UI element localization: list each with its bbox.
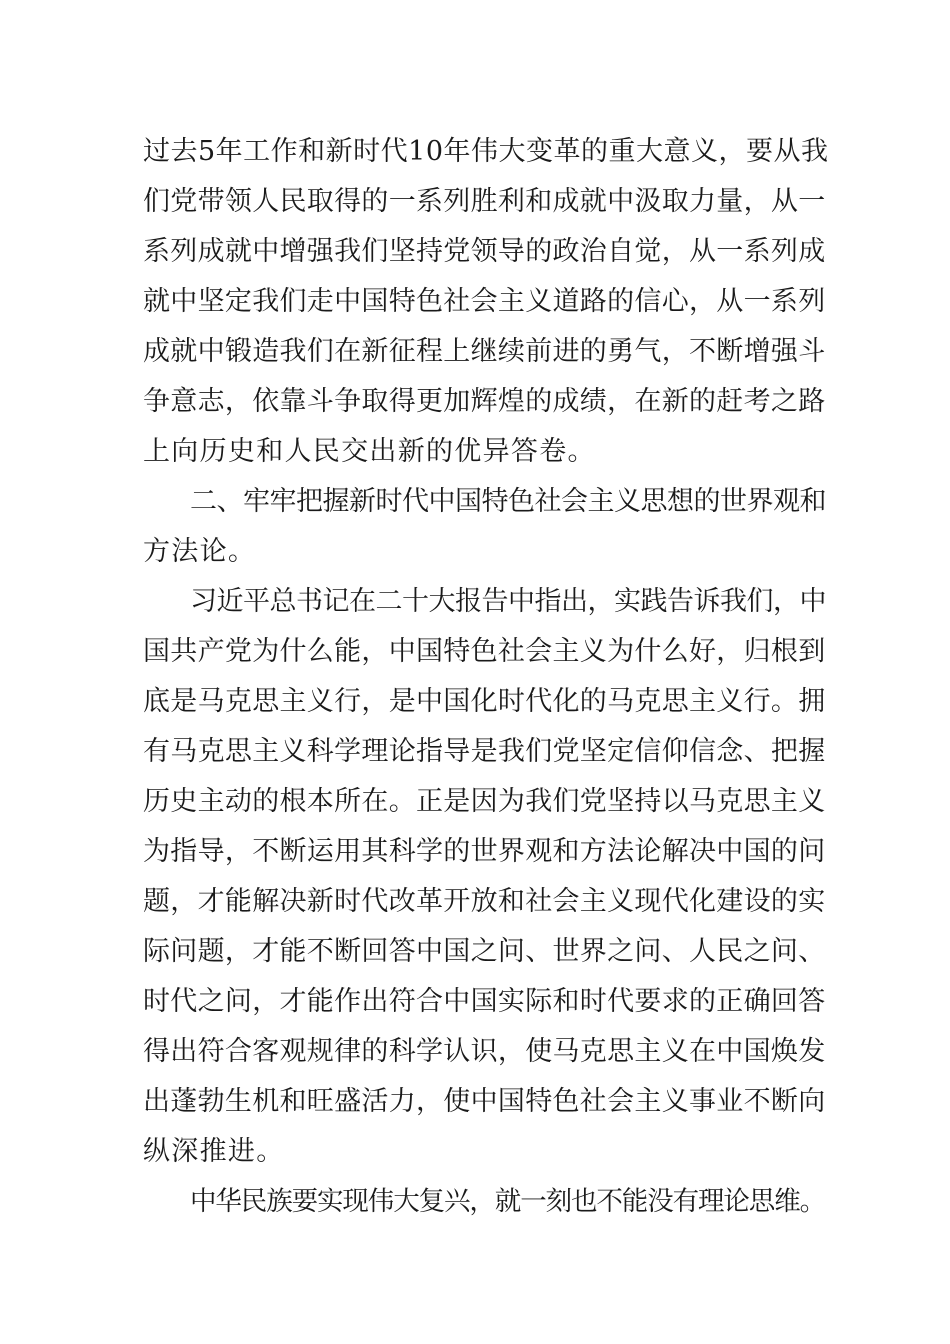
text-line: 争意志，依靠斗争取得更加辉煌的成绩，在新的赶考之路: [143, 386, 826, 417]
text-line: 时代之问，才能作出符合中国实际和时代要求的正确回答: [143, 986, 826, 1017]
text-line: 系列成就中增强我们坚持党领导的政治自觉，从一系列成: [143, 236, 826, 267]
text-line: 题，才能解决新时代改革开放和社会主义现代化建设的实: [143, 886, 826, 917]
text-line: 们党带领人民取得的一系列胜利和成就中汲取力量，从一: [143, 186, 826, 217]
text-line: 有马克思主义科学理论指导是我们党坚定信仰信念、把握: [143, 736, 826, 767]
section-heading: 二、牢牢把握新时代中国特色社会主义思想的世界观和: [190, 486, 826, 517]
text-line: 纵深推进。: [143, 1136, 285, 1167]
paragraph-start: 中华民族要实现伟大复兴，就一刻也不能没有理论思维。: [190, 1186, 825, 1217]
text-line: 历史主动的根本所在。正是因为我们党坚持以马克思主义: [143, 786, 826, 817]
text-line: 成就中锻造我们在新征程上继续前进的勇气，不断增强斗: [143, 336, 826, 367]
text-line: 底是马克思主义行，是中国化时代化的马克思主义行。拥: [143, 686, 826, 717]
section-heading-cont: 方法论。: [143, 536, 257, 567]
text-line: 就中坚定我们走中国特色社会主义道路的信心，从一系列: [143, 286, 826, 317]
text-line: 际问题，才能不断回答中国之问、世界之问、人民之问、: [143, 936, 826, 967]
text-line: 过去5年工作和新时代10年伟大变革的重大意义，要从我: [143, 136, 829, 167]
text-line: 为指导，不断运用其科学的世界观和方法论解决中国的问: [143, 836, 826, 867]
text-line: 国共产党为什么能，中国特色社会主义为什么好，归根到: [143, 636, 826, 667]
text-line: 上向历史和人民交出新的优异答卷。: [143, 436, 596, 467]
text-line: 得出符合客观规律的科学认识，使马克思主义在中国焕发: [143, 1036, 826, 1067]
paragraph-start: 习近平总书记在二十大报告中指出，实践告诉我们，中: [190, 586, 826, 617]
text-line: 出蓬勃生机和旺盛活力，使中国特色社会主义事业不断向: [143, 1086, 826, 1117]
